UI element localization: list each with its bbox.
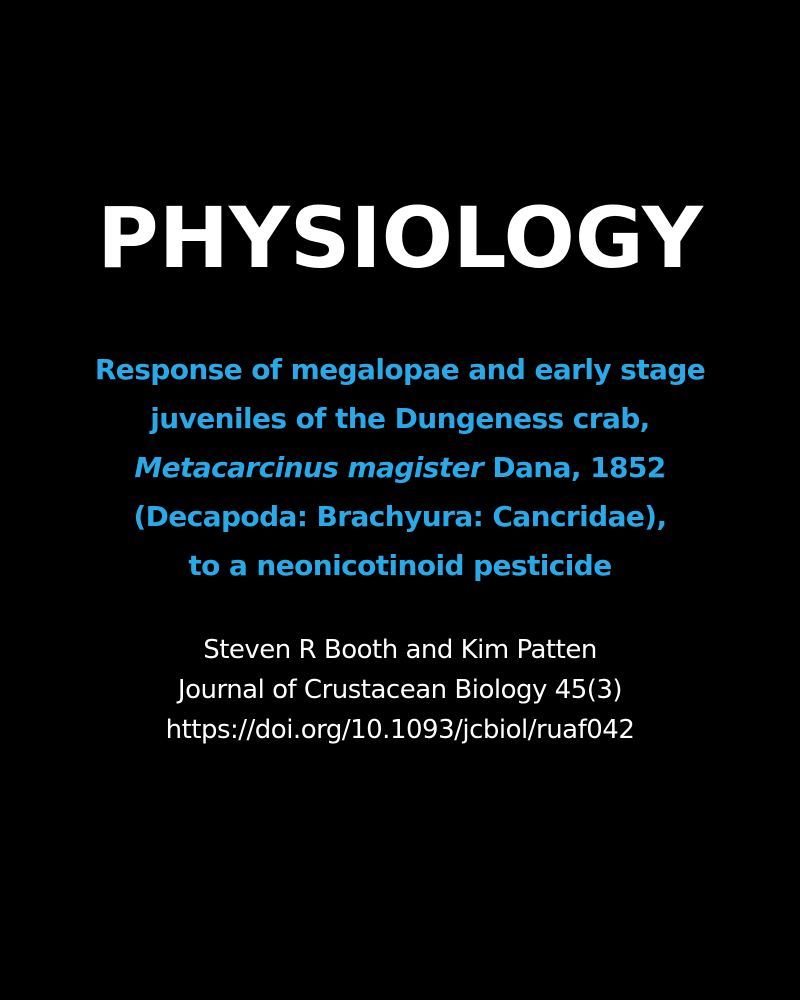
- title-line: (Decapoda: Brachyura: Cancridae),: [133, 500, 667, 533]
- authors: Steven R Booth and Kim Patten: [203, 635, 597, 665]
- title-line: juveniles of the Dungeness crab,: [150, 402, 650, 435]
- title-line: Response of megalopae and early stage: [94, 353, 706, 386]
- title-line: to a neonicotinoid pesticide: [188, 549, 612, 582]
- title-line-species: [40, 443, 760, 492]
- species-authority: Dana, 1852: [483, 451, 666, 484]
- doi-link[interactable]: https://doi.org/10.1093/jcbiol/ruaf042: [165, 715, 635, 745]
- journal-reference: Journal of Crustacean Biology 45(3): [177, 675, 623, 705]
- species-name: Metacarcinus magister: [134, 451, 484, 484]
- category-heading: PHYSIOLOGY: [97, 189, 703, 287]
- citation-block: [40, 630, 760, 750]
- article-title: [40, 345, 760, 590]
